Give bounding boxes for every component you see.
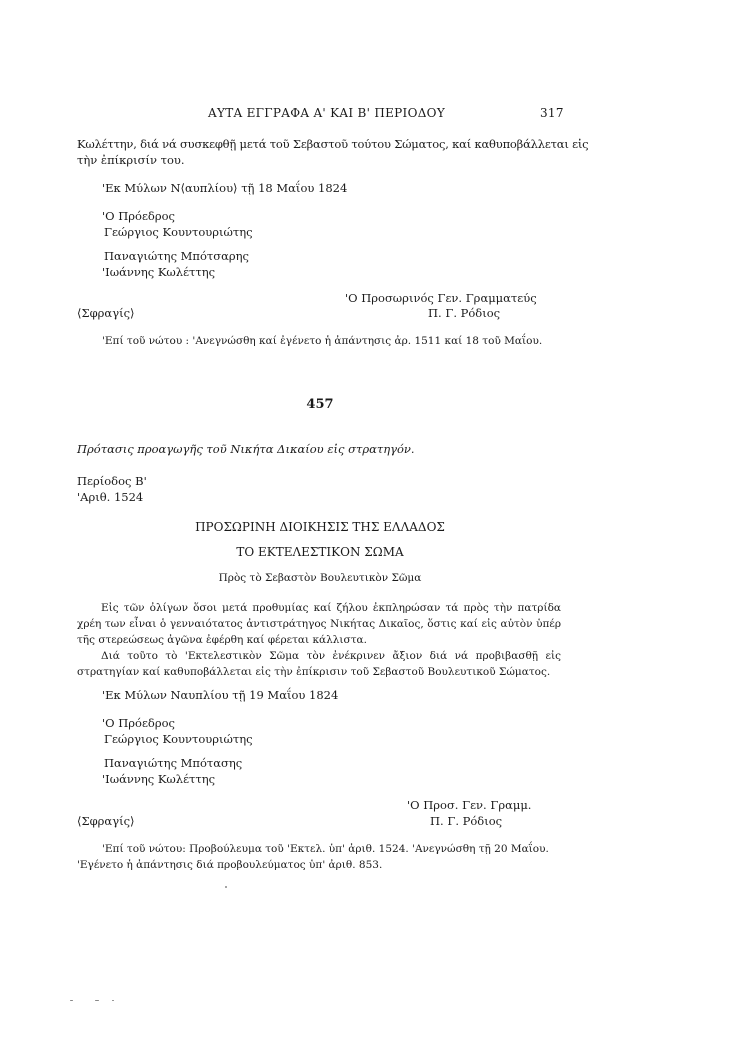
- doc457-verso-line1: 'Επί τοῦ νώτου: Προβούλευμα τοῦ 'Εκτελ. ὑπ' ἀριθ. 1524. 'Ανεγνώσθη τῇ 20 Μαΐου.: [102, 843, 549, 855]
- doc456-seal: ⟨Σφραγίς⟩: [77, 306, 135, 320]
- doc456-text-line1: Κωλέττην, διά νά συσκεφθῇ μετά τοῦ Σεβαστοῦ τούτου Σώματος, καί καθυποβάλλεται εἰς: [77, 137, 589, 151]
- doc457-member1: Παναγιώτης Μπότασης: [104, 756, 243, 770]
- doc457-member2: 'Ιωάννης Κωλέττης: [102, 772, 216, 786]
- doc457-addressee: Πρὸς τὸ Σεβαστὸν Βουλευτικὸν Σῶμα: [218, 572, 422, 584]
- doc457-place-date: 'Εκ Μύλων Ναυπλίου τῇ 19 Μαΐου 1824: [102, 688, 339, 702]
- doc456-verso-note: 'Επί τοῦ νώτου : 'Ανεγνώσθη καί ἐγένετο ἡ ἀπάντησις ἀρ. 1511 καί 18 τοῦ Μαΐου.: [102, 335, 543, 347]
- doc456-member1: Παναγιώτης Μπότσαρης: [104, 249, 249, 263]
- doc457-body-paragraph1: Εἰς τῶν ὀλίγων ὅσοι μετά προθυμίας καί ζήλου ἐκπληρώσαν τά πρὸς τὴν πατρίδα χρέη των εἶναι ὁ γενναιότατος ἀντιστράτηγος Νικήτας Δικαῖος, ὅστις καί εἰς αὐτὸν ὑπέρ τῆς στερεώσεως ἀγῶνα ἐφέρθη καί φέρεται κάλλιστα.: [77, 602, 561, 646]
- doc457-secretary-title: 'Ο Προσ. Γεν. Γραμμ.: [407, 798, 532, 812]
- scan-speck: [225, 886, 227, 888]
- doc456-place-date: 'Εκ Μύλων Ν⟨αυπλίου⟩ τῇ 18 Μαΐου 1824: [102, 181, 348, 195]
- doc457-seal: ⟨Σφραγίς⟩: [77, 814, 135, 828]
- page-number: 317: [540, 106, 564, 120]
- doc457-heading-executive: ΤΟ ΕΚΤΕΛΕΣΤΙΚΟΝ ΣΩΜΑ: [236, 545, 404, 559]
- doc456-secretary-name: Π. Γ. Ρόδιος: [428, 306, 501, 320]
- doc456-president-title: 'Ο Πρόεδρος: [102, 209, 175, 223]
- doc457-president-name: Γεώργιος Κουντουριώτης: [104, 732, 253, 746]
- doc456-president-name: Γεώργιος Κουντουριώτης: [104, 225, 253, 239]
- scan-speck: [70, 1000, 73, 1001]
- doc457-summary: Πρότασις προαγωγῆς τοῦ Νικήτα Δικαίου εἰς στρατηγόν.: [77, 442, 415, 456]
- doc457-president-title: 'Ο Πρόεδρος: [102, 716, 175, 730]
- doc456-member2: 'Ιωάννης Κωλέττης: [102, 265, 216, 279]
- running-title: ΑΥΤΑ ΕΓΓΡΑΦΑ Α' ΚΑΙ Β' ΠΕΡΙΟΔΟΥ: [208, 106, 446, 120]
- doc457-verso-line2: 'Εγένετο ἡ ἀπάντησις διά προβουλεύματος ὑπ' ἀριθ. 853.: [77, 859, 383, 871]
- doc456-secretary-title: 'Ο Προσωρινός Γεν. Γραμματεύς: [345, 291, 537, 305]
- doc456-text-line2: τὴν ἐπίκρισίν του.: [77, 153, 185, 167]
- scan-speck: [95, 1000, 99, 1001]
- doc457-heading-government: ΠΡΟΣΩΡΙΝΗ ΔΙΟΙΚΗΣΙΣ ΤΗΣ ΕΛΛΑΔΟΣ: [195, 520, 445, 534]
- doc457-body-paragraph2: Διά τοῦτο τὸ 'Εκτελεστικὸν Σῶμα τὸν ἐνέκρινεν ἄξιον διά νά προβιβασθῇ εἰς στρατηγίαν καί καθυποβάλλεται εἰς τὴν ἐπίκρισιν τοῦ Σεβαστοῦ Βουλευτικοῦ Σώματος.: [77, 650, 561, 678]
- scan-speck: [112, 1000, 114, 1001]
- doc457-arith: 'Αριθ. 1524: [77, 490, 144, 504]
- doc457-period: Περίοδος Β': [77, 474, 147, 488]
- doc457-secretary-name: Π. Γ. Ρόδιος: [430, 814, 503, 828]
- doc457-number: 457: [306, 397, 334, 412]
